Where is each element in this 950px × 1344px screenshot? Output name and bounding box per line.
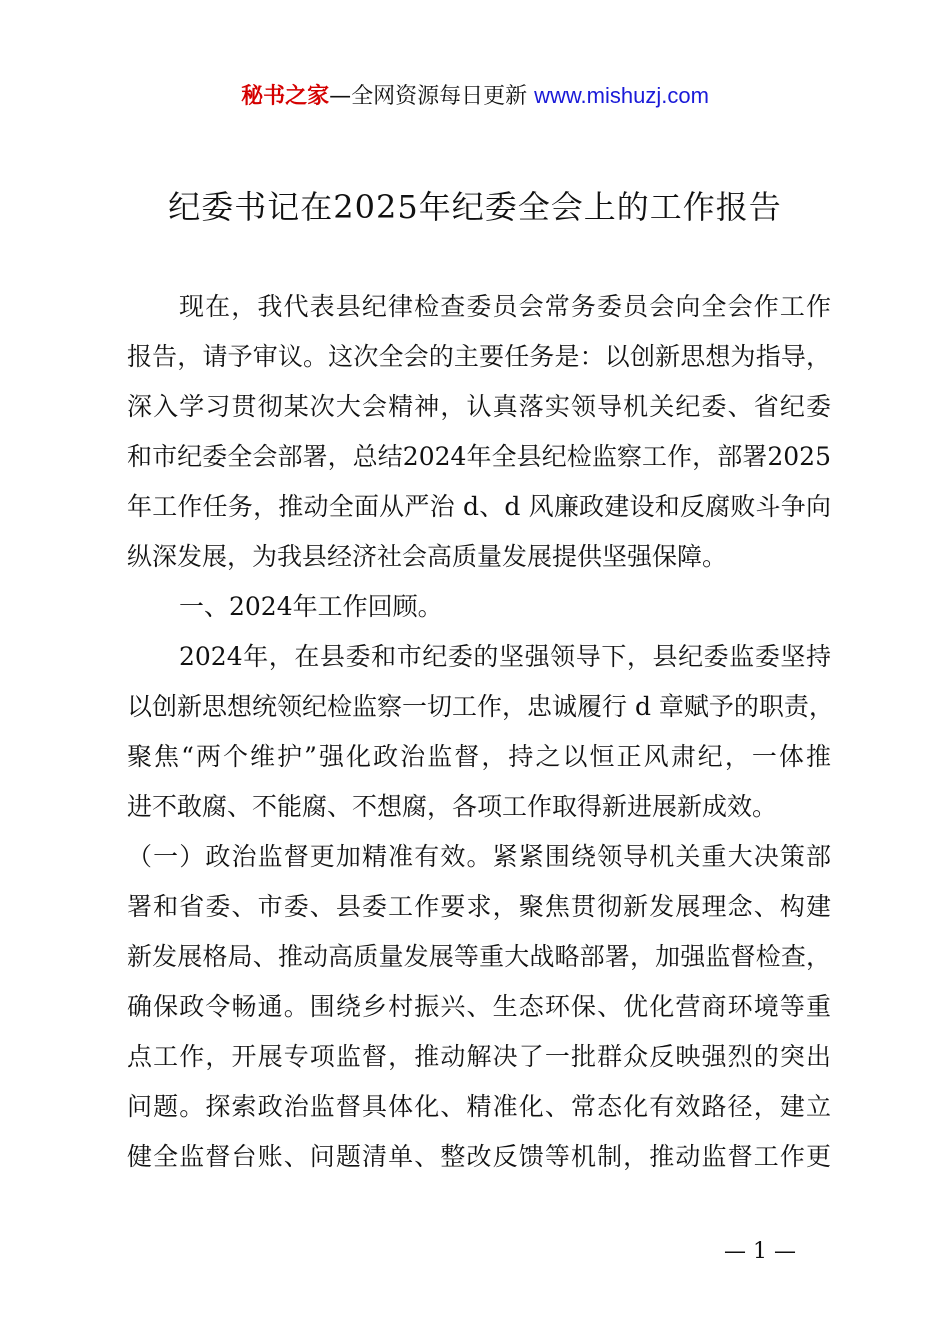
page-number: — 1 —: [724, 1239, 796, 1264]
paragraph-line: 2024年，在县委和市纪委的坚强领导下，县纪委监委坚持: [179, 642, 831, 671]
paragraph-line: 点工作，开展专项监督，推动解决了一批群众反映强烈的突出: [127, 1042, 831, 1071]
site-url-link[interactable]: www.mishuzj.com: [534, 83, 709, 108]
paragraph-line: 以创新思想统领纪检监察一切工作，忠诚履行 d 章赋予的职责，: [127, 692, 834, 721]
paragraph-line: 报告，请予审议。这次全会的主要任务是：以创新思想为指导，: [127, 342, 831, 371]
banner-tagline: —全网资源每日更新: [329, 84, 535, 109]
brand-name: 秘书之家: [241, 84, 330, 109]
paragraph-line: 深入学习贯彻某次大会精神，认真落实领导机关纪委、省纪委: [127, 392, 831, 421]
document-title: 纪委书记在2025年纪委全会上的工作报告: [168, 188, 782, 226]
paragraph-line: 问题。探索政治监督具体化、精准化、常态化有效路径，建立: [127, 1092, 831, 1121]
paragraph-line: 新发展格局、推动高质量发展等重大战略部署，加强监督检查，: [127, 942, 831, 971]
paragraph-line: 署和省委、市委、县委工作要求，聚焦贯彻新发展理念、构建: [127, 892, 831, 921]
paragraph-line: 现在，我代表县纪律检查委员会常务委员会向全会作工作: [179, 292, 831, 321]
paragraph-line: 年工作任务，推动全面从严治 d、d 风廉政建设和反腐败斗争向: [127, 492, 831, 521]
paragraph-line: （一）政治监督更加精准有效。紧紧围绕领导机关重大决策部: [127, 842, 831, 871]
paragraph-line: 确保政令畅通。围绕乡村振兴、生态环保、优化营商环境等重: [127, 992, 831, 1021]
paragraph-line: 健全监督台账、问题清单、整改反馈等机制，推动监督工作更: [127, 1142, 831, 1171]
site-banner: [0, 80, 950, 113]
paragraph-line: 聚焦“两个维护”强化政治监督，持之以恒正风肃纪，一体推: [127, 742, 831, 771]
document-body: [127, 282, 834, 1182]
paragraph-line: 纵深发展，为我县经济社会高质量发展提供坚强保障。: [127, 542, 728, 571]
paragraph-line: 和市纪委全会部署，总结2024年全县纪检监察工作，部署2025: [127, 442, 831, 471]
paragraph-line: 进不敢腐、不能腐、不想腐，各项工作取得新进展新成效。: [127, 792, 778, 821]
section-heading: 一、2024年工作回顾。: [179, 592, 443, 621]
